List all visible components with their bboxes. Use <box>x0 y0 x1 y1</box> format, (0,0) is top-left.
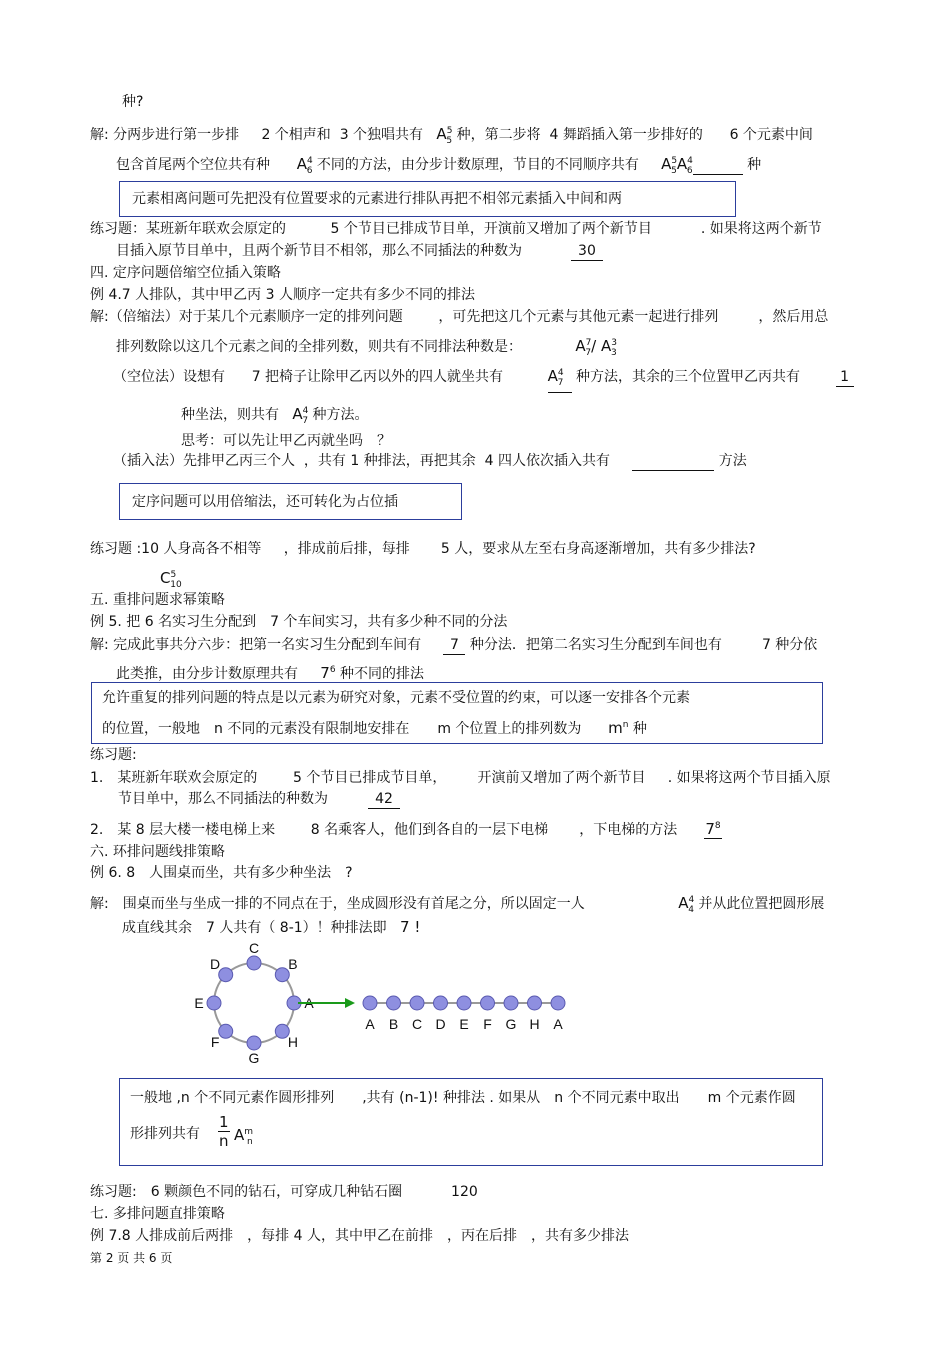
answer-blank <box>693 156 743 175</box>
text-line: 例 4.7 人排队，其中甲乙丙 3 人顺序一定共有多少不同的排法 <box>90 287 475 303</box>
formula-7-pow-6: $7^6$ <box>320 664 336 682</box>
seat-label: B <box>288 956 298 973</box>
text-line: 解:（倍缩法）对于某几个元素顺序一定的排列问题 ，可先把这几个元素与其他元素一起进行排列 ，然后用总 <box>90 309 829 325</box>
formula-a55-a64: $A^5_5A^4_6$ <box>661 155 693 176</box>
line-label: H <box>529 1016 540 1032</box>
section-heading: 四. 定序问题倍缩空位插入策略 <box>90 265 281 281</box>
page-footer: 第 2 页 共 6 页 <box>90 1251 173 1265</box>
note-box <box>119 181 736 217</box>
text-line: 成直线其余 7 人共有（ 8-1）！种排法即 7 ! <box>122 918 421 936</box>
formula-a77-a33: $A^7_7/$ $A^3_3$ <box>575 337 617 358</box>
formula-a55: $A^5_5$ <box>436 125 453 146</box>
seat-node <box>275 968 289 982</box>
line-label: A <box>365 1016 375 1032</box>
line-node <box>504 996 518 1010</box>
seat-node <box>219 1024 233 1038</box>
text-line: 此类推，由分步计数原理共有 $7^6$ 种不同的排法 <box>116 664 424 682</box>
note-box <box>119 1078 823 1166</box>
section-heading: 五. 重排问题求幂策略 <box>90 592 225 608</box>
section-heading: 六. 环排问题线排策略 <box>90 844 225 860</box>
line-node <box>434 996 448 1010</box>
seat-label: E <box>194 995 204 1011</box>
formula-a44: $A^4_4$ <box>678 894 695 915</box>
text-line: 例 5. 把 6 名实习生分配到 7 个车间实习，共有多少种不同的分法 <box>90 614 508 630</box>
text-line: 解: 分两步进行第一步排 2 个相声和 3 个独唱共有 $A^5_5$ 种，第二步将 4 舞蹈插入第一步排好的 6 个元素中间 <box>90 125 813 146</box>
line-node <box>387 996 401 1010</box>
note-box <box>119 483 462 520</box>
text-line: 练习题: <box>90 747 137 763</box>
formula-a64: $A^4_6$ <box>296 155 313 176</box>
text-line: 解: 完成此事共分六步：把第一名实习生分配到车间有 7 种分法．把第二名实习生分配到车间也有 7 种分依 <box>90 637 818 653</box>
formula-m-pow-n: $m^n$ <box>608 719 629 737</box>
text-line: 思考：可以先让甲乙丙就坐吗 ？ <box>181 433 391 449</box>
line-label: F <box>483 1016 492 1032</box>
text-line: 例 6. 8 人围桌而坐，共有多少种坐法 ? <box>90 865 353 881</box>
answer-value: 42 <box>368 790 400 809</box>
answer-value: 1 <box>836 368 854 387</box>
text-line: 排列数除以这几个元素之间的全排列数，则共有不同排法种数是： $A^7_7/$ $A^3_3$ <box>116 337 617 358</box>
note-text: 形排列共有 <box>130 1126 200 1142</box>
seat-label: C <box>248 940 260 956</box>
note-text: 定序问题可以用倍缩法，还可转化为占位插 <box>132 494 398 510</box>
line-label: G <box>505 1016 517 1032</box>
line-node <box>363 996 377 1010</box>
line-node <box>528 996 542 1010</box>
circle-to-line-diagram <box>180 935 600 1075</box>
line-label: E <box>459 1016 469 1032</box>
text-line: 种坐法，则共有 $A^4_7$ 种方法。 <box>181 405 369 426</box>
text-line: 练习题：某班新年联欢会原定的 5 个节目已排成节目单，开演前又增加了两个新节目 . 如果将这两个新节 <box>90 221 822 237</box>
seat-node <box>247 1036 261 1050</box>
text-line: 练习题 :10 人身高各不相等 ，排成前后排，每排 5 人，要求从左至右身高逐渐增加，共有多少排法? <box>90 541 756 557</box>
seat-node <box>207 996 221 1010</box>
seat-node <box>247 956 261 970</box>
note-text: 元素相离问题可先把没有位置要求的元素进行排队再把不相邻元素插入中间和两 <box>132 191 622 207</box>
answer-value: 120 <box>451 1184 478 1200</box>
text-line: 节目单中，那么不同插法的种数为 42 <box>118 790 400 809</box>
seat-label: H <box>287 1033 298 1050</box>
seat-label: F <box>210 1033 220 1050</box>
seat-label: G <box>248 1050 260 1066</box>
text-line: 1. 某班新年联欢会原定的 5 个节目已排成节目单， 开演前又增加了两个新节目 . 如果将这两个节目插入原 <box>90 770 831 786</box>
formula-anm: $A^m_n$ <box>234 1126 254 1147</box>
line-node <box>481 996 495 1010</box>
text-line: 例 7.8 人排成前后两排 ，每排 4 人，其中甲乙在前排 ，丙在后排 ，共有多少排法 <box>90 1228 629 1244</box>
text-line: 2. 某 8 层大楼一楼电梯上来 8 名乘客人，他们到各自的一层下电梯 ，下电梯的方法 $7^8$ <box>90 817 722 839</box>
line-node <box>457 996 471 1010</box>
seat-label: D <box>210 956 221 973</box>
text-line: 包含首尾两个空位共有种 $A^4_6$ 不同的方法，由分步计数原理，节目的不同顺序共有 $A^5_5A^4_6$ 种 <box>116 155 762 176</box>
formula-7-pow-8: $7^8$ <box>704 817 722 839</box>
line-label: C <box>411 1016 423 1032</box>
line-label: A <box>553 1016 563 1032</box>
note-text: 的位置，一般地 n 不同的元素没有限制地安排在 m 个位置上的排列数为 $m^n$ 种 <box>102 719 647 737</box>
text-line: 练习题: 6 颗颜色不同的钻石，可穿成几种钻石圈 120 <box>90 1184 478 1200</box>
note-text: 允许重复的排列问题的特点是以元素为研究对象，元素不受位置的约束，可以逐一安排各个元素 <box>102 690 690 706</box>
answer-value: 30 <box>571 242 603 261</box>
note-box <box>91 682 823 744</box>
answer-blank <box>632 452 714 471</box>
seat-label: A <box>304 995 314 1011</box>
answer-value: 7 <box>443 636 465 655</box>
line-node <box>551 996 565 1010</box>
note-text: 一般地 ,n 个不同元素作圆形排列 ,共有 (n-1)! 种排法 . 如果从 n 个不同元素中取出 m 个元素作圆 <box>130 1090 796 1106</box>
text-line: （插入法）先排甲乙丙三个人 ，共有 1 种排法，再把其余 4 四人依次插入共有 方法 <box>113 453 747 469</box>
formula-a74: $A^4_7$ <box>292 405 309 426</box>
line-label: D <box>435 1016 446 1032</box>
seat-node <box>219 968 233 982</box>
text-line: 目插入原节目单中，且两个新节目不相邻，那么不同插法的种数为 30 <box>116 242 603 261</box>
section-heading: 七. 多排问题直排策略 <box>90 1206 225 1222</box>
text-line: （空位法）设想有 7 把椅子让除甲乙丙以外的四人就坐共有 $A^4_7$ 种方法，其余的三个位置甲乙丙共有 1 <box>113 364 854 393</box>
text-line: 种? <box>122 94 144 110</box>
line-node <box>410 996 424 1010</box>
formula-a74: $A^4_7$ <box>548 364 572 393</box>
fraction-1-over-n: 1 n <box>218 1113 229 1150</box>
line-label: B <box>388 1016 399 1032</box>
formula-c10-5: $C^5_{10}$ <box>160 569 182 590</box>
text-line: 解: 围桌而坐与坐成一排的不同点在于，坐成圆形没有首尾之分，所以固定一人 $A^4_4$ 并从此位置把圆形展 <box>90 894 825 915</box>
arrow-icon <box>345 998 355 1008</box>
